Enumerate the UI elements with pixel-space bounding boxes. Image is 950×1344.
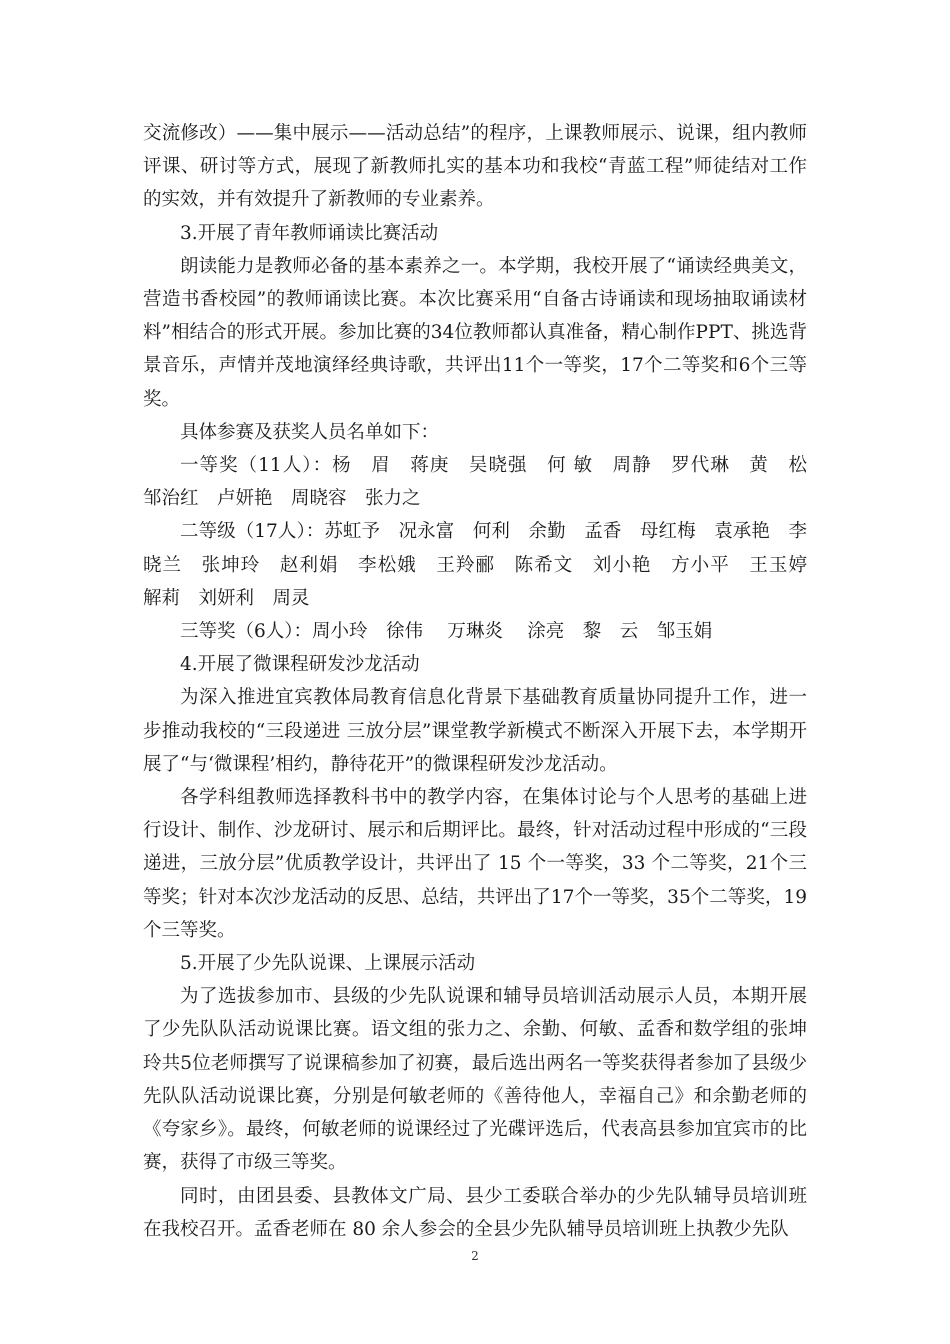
paragraph-micro-course-intro: 为深入推进宜宾教体局教育信息化背景下基础教育质量协同提升工作，进一步推动我校的“三段递进 三放分层”课堂教学新模式不断深入开展下去，本学期开展了“与‘微课程’相约，静待花开”的微课程研发沙龙活动。: [143, 687, 807, 775]
paragraph-intro-continuation: 交流修改）——集中展示——活动总结”的程序，上课教师展示、说课，组内教师评课、研讨等方式，展现了新教师扎实的基本功和我校“青蓝工程”师徒结对工作的实效，并有效提升了新教师的专业素养。: [143, 123, 807, 211]
paragraph-third-prize-list: 三等奖（6人）：周小玲 徐伟 万琳炎 涂亮 黎 云 邹玉娟: [180, 621, 713, 643]
paragraph-micro-course-results: 各学科组教师选择教科书中的教学内容，在集体讨论与个人思考的基础上进行设计、制作、沙龙研讨、展示和后期评比。最终，针对活动过程中形成的“三段递进，三放分层”优质教学设计，共评出了 15 个一等奖，33 个二等奖，21个三等奖；针对本次沙龙活动的反思、总结，共评出了17个一等奖，35个二等奖，19个三等奖。: [143, 787, 807, 941]
paragraph-second-prize-list: 二等级（17人）：苏虹予 况永富 何利 余勤 孟香 母红梅 袁承艳 李晓兰 张坤玲 赵利娟 李松娥 王羚郦 陈希文 刘小艳 方小平 王玉婷 解莉 刘妍利 周灵: [143, 521, 832, 609]
document-body: [143, 117, 832, 1246]
section-heading-young-pioneers: 5.开展了少先队说课、上课展示活动: [180, 953, 476, 975]
paragraph-young-pioneers-training: 同时，由团县委、县教体文广局、县少工委联合举办的少先队辅导员培训班在我校召开。孟香老师在 80 余人参会的全县少先队辅导员培训班上执教少先队: [143, 1185, 807, 1240]
section-heading-micro-course: 4.开展了微课程研发沙龙活动: [180, 654, 420, 676]
paragraph-winners-intro: 具体参赛及获奖人员名单如下：: [180, 421, 440, 443]
paragraph-reading-contest: 朗读能力是教师必备的基本素养之一。本学期，我校开展了“诵读经典美文，营造书香校园”的教师诵读比赛。本次比赛采用“自备古诗诵读和现场抽取诵读材料”相结合的形式开展。参加比赛的34位教师都认真准备，精心制作PPT、挑选背景音乐，声情并茂地演绎经典诗歌，共评出11个一等奖，17个二等奖和6个三等奖。: [143, 255, 807, 410]
section-heading-reading-contest: 3.开展了青年教师诵读比赛活动: [180, 222, 439, 244]
paragraph-young-pioneers-contest: 为了选拔参加市、县级的少先队说课和辅导员培训活动展示人员，本期开展了少先队队活动说课比赛。语文组的张力之、余勤、何敏、孟香和数学组的张坤玲共5位老师撰写了说课稿参加了初赛，最后选出两名一等奖获得者参加了县级少先队队活动说课比赛，分别是何敏老师的《善待他人，幸福自己》和余勤老师的《夸家乡》。最终，何敏老师的说课经过了光碟评选后，代表高县参加宜宾市的比赛，获得了市级三等奖。: [143, 986, 807, 1174]
paragraph-first-prize-list: 一等奖（11人）：杨 眉 蒋庚 吴晓强 何 敏 周静 罗代琳 黄 松 邹治红 卢妍艳 周晓容 张力之: [143, 455, 826, 510]
page-number: 2: [471, 1249, 479, 1263]
